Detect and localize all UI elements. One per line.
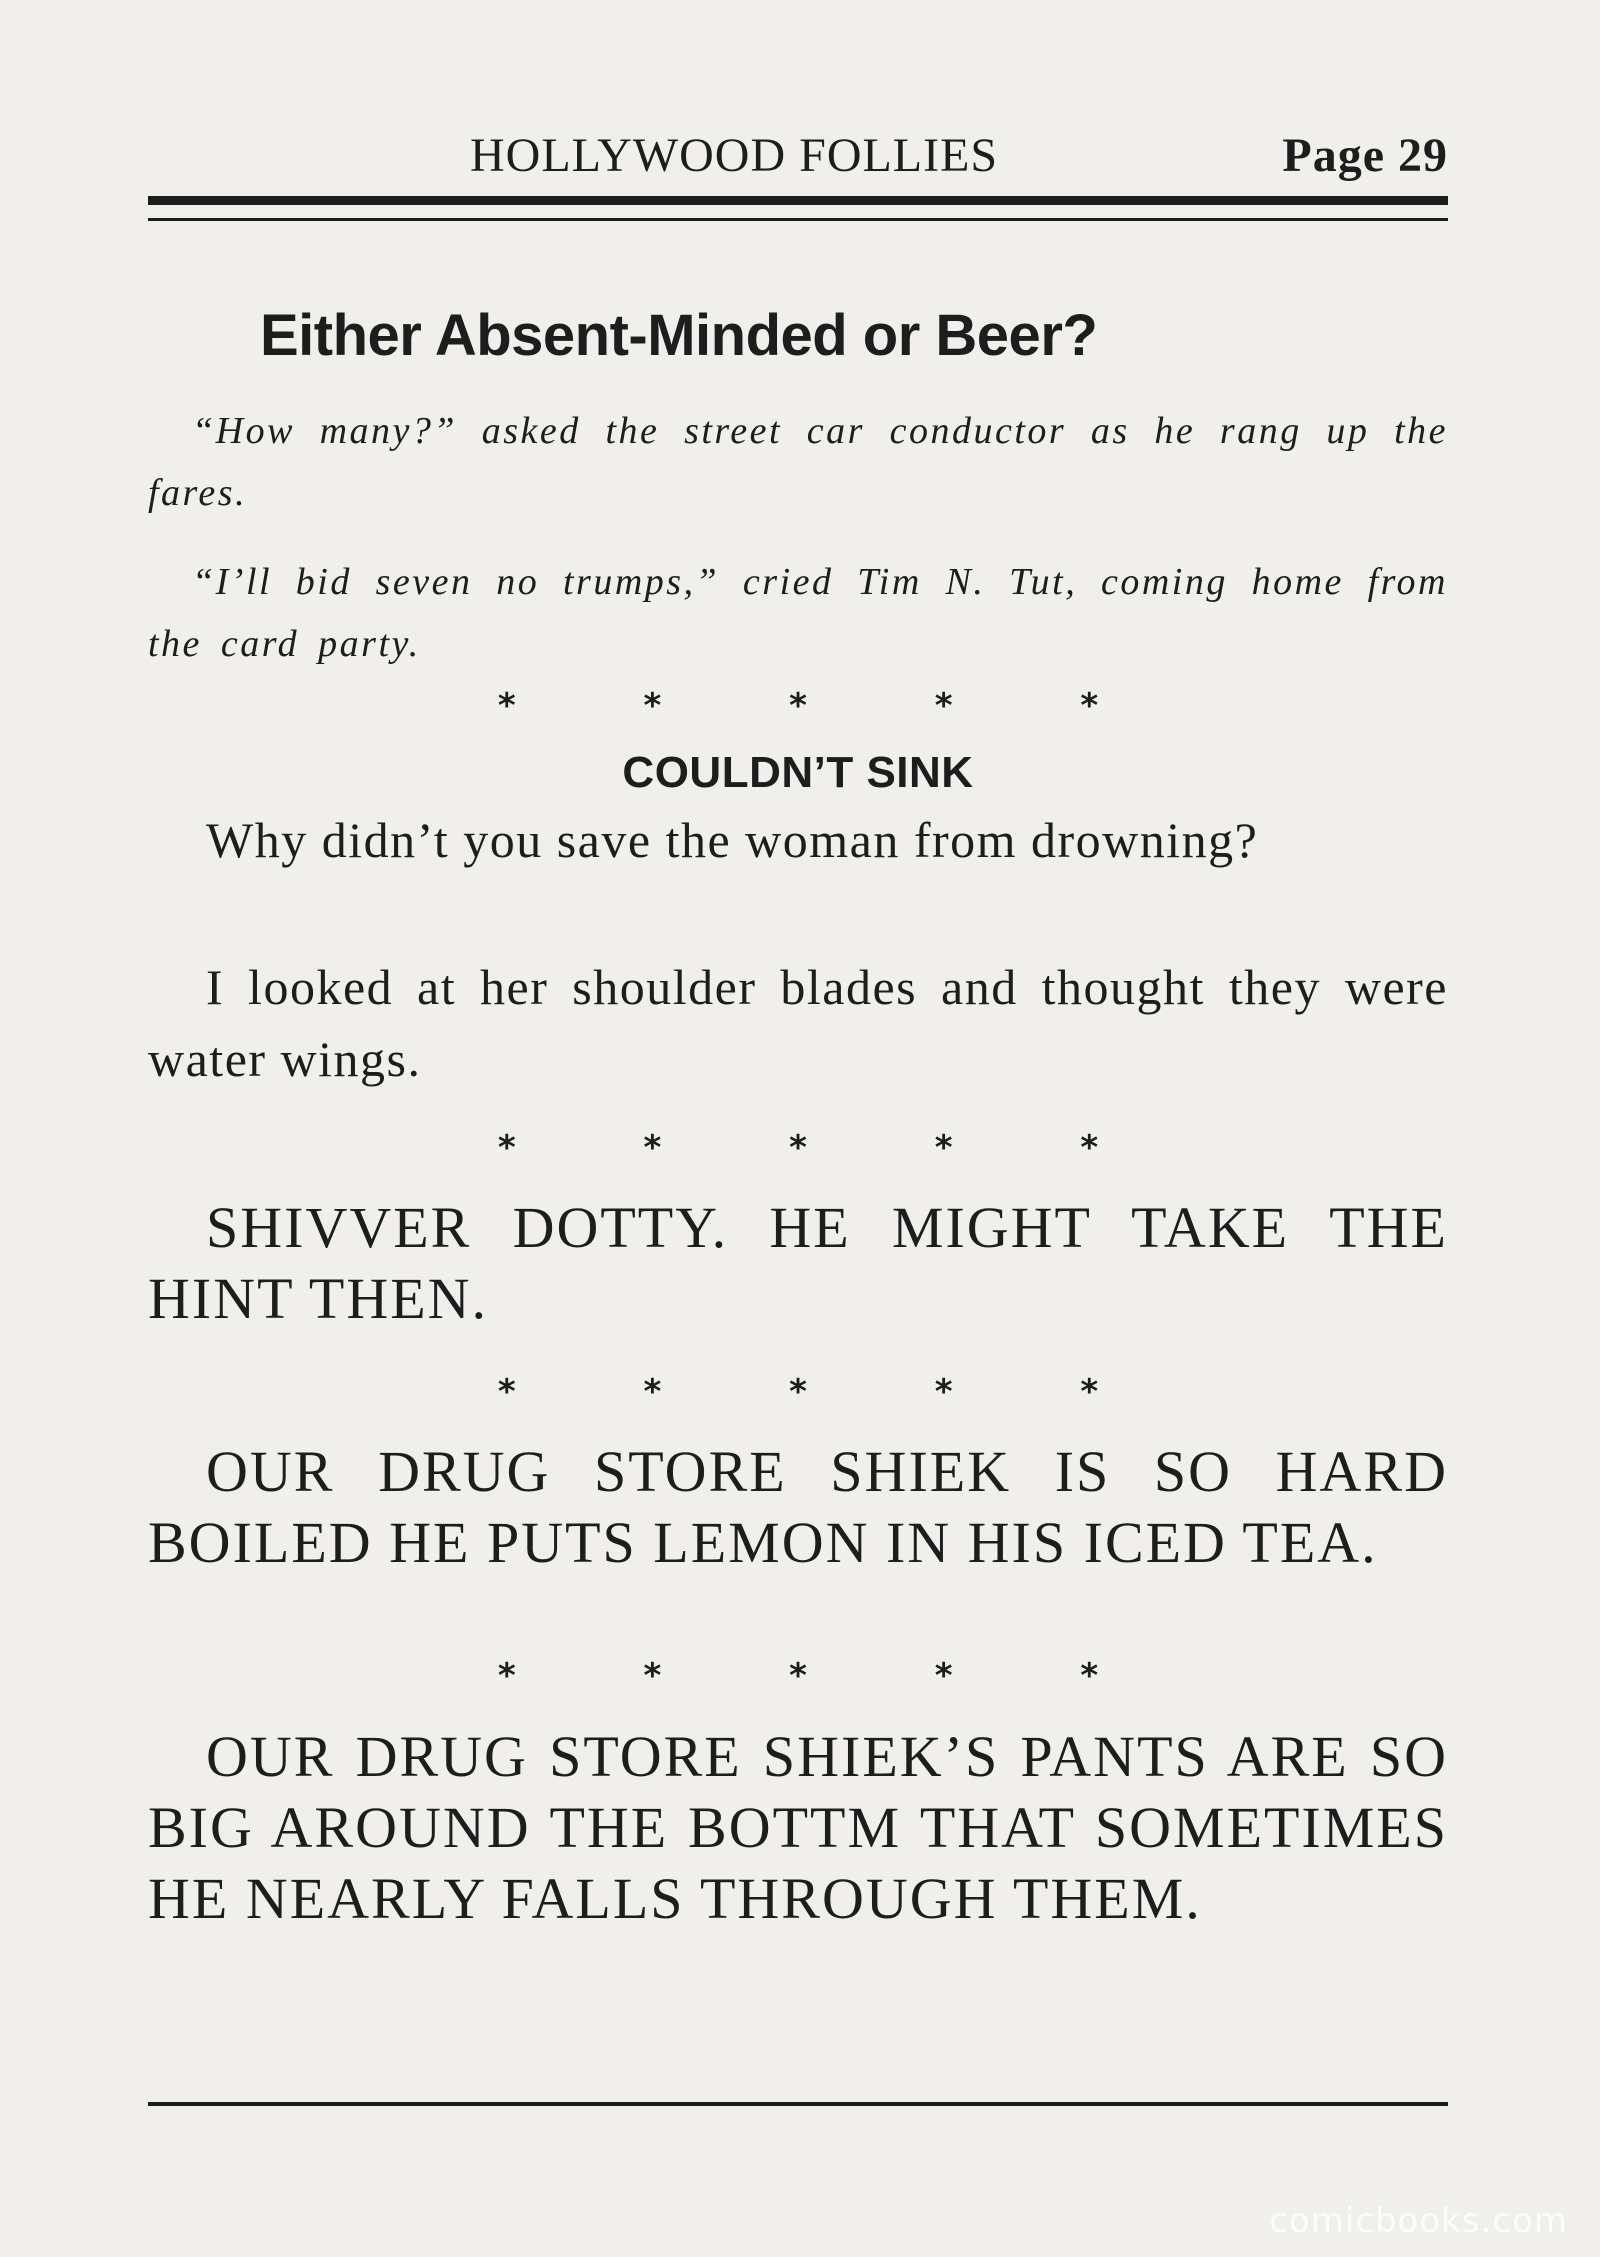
section-paragraph: Why didn’t you save the woman from drowning?: [206, 812, 1259, 868]
publication-title: HOLLYWOOD FOLLIES: [470, 129, 999, 182]
article-paragraph: “How many?” asked the street car conductor as he rang up the fares.: [148, 410, 1448, 514]
footer-rule: [148, 2102, 1448, 2106]
page-number: Page 29: [1282, 129, 1448, 182]
joke-paragraph: OUR DRUG STORE SHIEK IS SO HARD BOILED HE PUTS LEMON IN HIS ICED TEA.: [148, 1439, 1448, 1575]
article-headline: Either Absent-Minded or Beer?: [260, 303, 1098, 368]
section-separator: * * * * *: [497, 1372, 1157, 1412]
running-header: [148, 128, 1448, 188]
section-separator: * * * * *: [497, 1128, 1157, 1168]
section-paragraph: I looked at her shoulder blades and thought they were water wings.: [148, 959, 1448, 1087]
joke-paragraph: SHIVVER DOTTY. HE MIGHT TAKE THE HINT THEN.: [148, 1195, 1448, 1331]
joke-paragraph: OUR DRUG STORE SHIEK’S PANTS ARE SO BIG AROUND THE BOTTM THAT SOMETIMES HE NEARLY FALLS THROUGH THEM.: [148, 1724, 1448, 1931]
section-separator: * * * * *: [497, 686, 1157, 726]
section-separator: * * * * *: [497, 1656, 1157, 1696]
watermark: comicbooks.com: [1269, 2201, 1568, 2241]
header-rule-thin: [148, 218, 1448, 221]
section-headline: COULDN’T SINK: [622, 748, 974, 797]
header-rule-thick: [148, 196, 1448, 205]
article-paragraph: “I’ll bid seven no trumps,” cried Tim N. Tut, coming home from the card party.: [148, 561, 1448, 665]
magazine-page: [148, 0, 1448, 2257]
